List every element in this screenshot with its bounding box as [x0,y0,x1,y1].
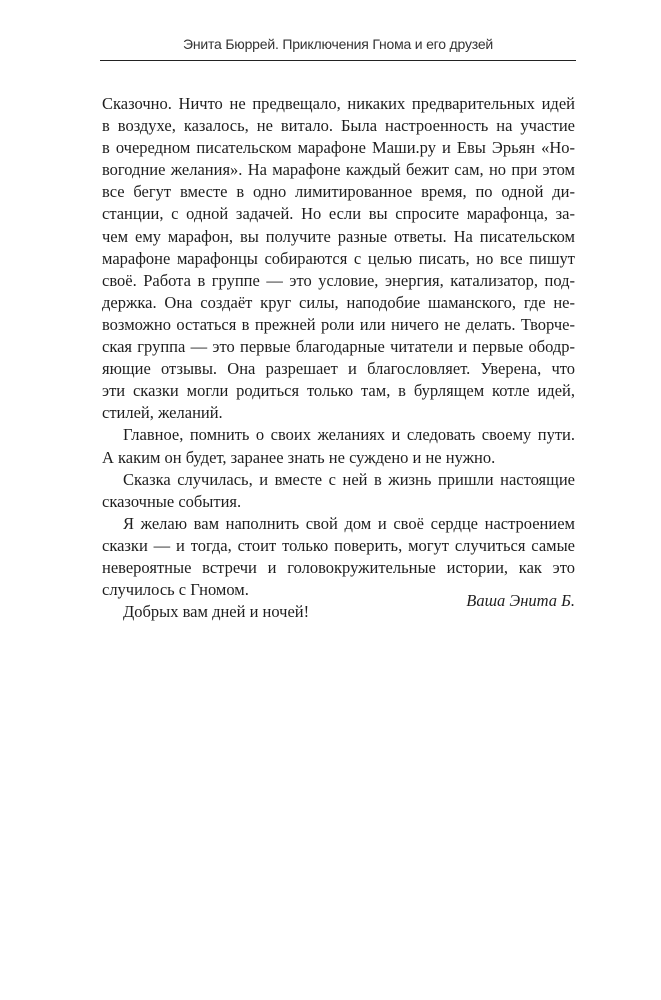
text-line: Добрых вам дней и ночей! [123,602,310,622]
signature: Ваша Энита Б. [466,591,575,610]
text-line: Главное, помнить о своих желаниях и следовать своему пути. [123,425,575,445]
text-line: в очередном писательском марафоне Маши.ру и Евы Эрьян «Но- [102,138,575,158]
text-line: в воздухе, казалось, не витало. Была настроенность на участие [102,116,575,136]
text-line: Сказка случилась, и вместе с ней в жизнь пришли настоящие [123,469,575,489]
text-line: все бегут вместе в одно лимитированное время, по одной ди- [102,182,575,202]
header-rule [100,60,576,61]
text-line: Сказочно. Ничто не предвещало, никаких предварительных идей [102,94,575,113]
text-line: А каким он будет, заранее знать не суждено и не нужно. [102,447,496,467]
text-line: держка. Она создаёт круг силы, наподобие шаманского, где не- [102,292,575,312]
text-line: вогодние желания». На марафоне каждый бежит сам, но при этом [102,160,575,180]
text-line: Я желаю вам наполнить свой дом и своё сердце настроением [123,513,575,533]
text-line: марафоне марафонцы собираются с целью писать, но все пишут [102,248,575,268]
text-line: станции, с одной задачей. Но если вы спросите марафонца, за- [102,204,575,224]
running-header: Энита Бюррей. Приключения Гнома и его друзей [182,36,494,52]
text-line: своё. Работа в группе — это условие, энергия, катализатор, под- [102,270,575,290]
text-line: сказки — и тогда, стоит только поверить, могут случиться самые [102,535,575,555]
text-line: сказочные события. [102,491,242,511]
text-line: невероятные встречи и головокружительные истории, как это [102,557,575,577]
text-line: случилось с Гномом. [102,580,249,600]
body-text [102,93,575,623]
text-line: чем ему марафон, вы получите разные ответы. На писательском [102,226,575,246]
text-line: яющие отзывы. Она разрешает и благословляет. Уверена, что [102,359,575,379]
text-line: возможно остаться в прежней роли или ничего не делать. Творче- [102,314,575,334]
text-line: ская группа — это первые благодарные читатели и первые ободр- [102,337,575,357]
text-line: эти сказки могли родиться только там, в бурлящем котле идей, [102,381,575,401]
text-line: стилей, желаний. [102,403,223,423]
